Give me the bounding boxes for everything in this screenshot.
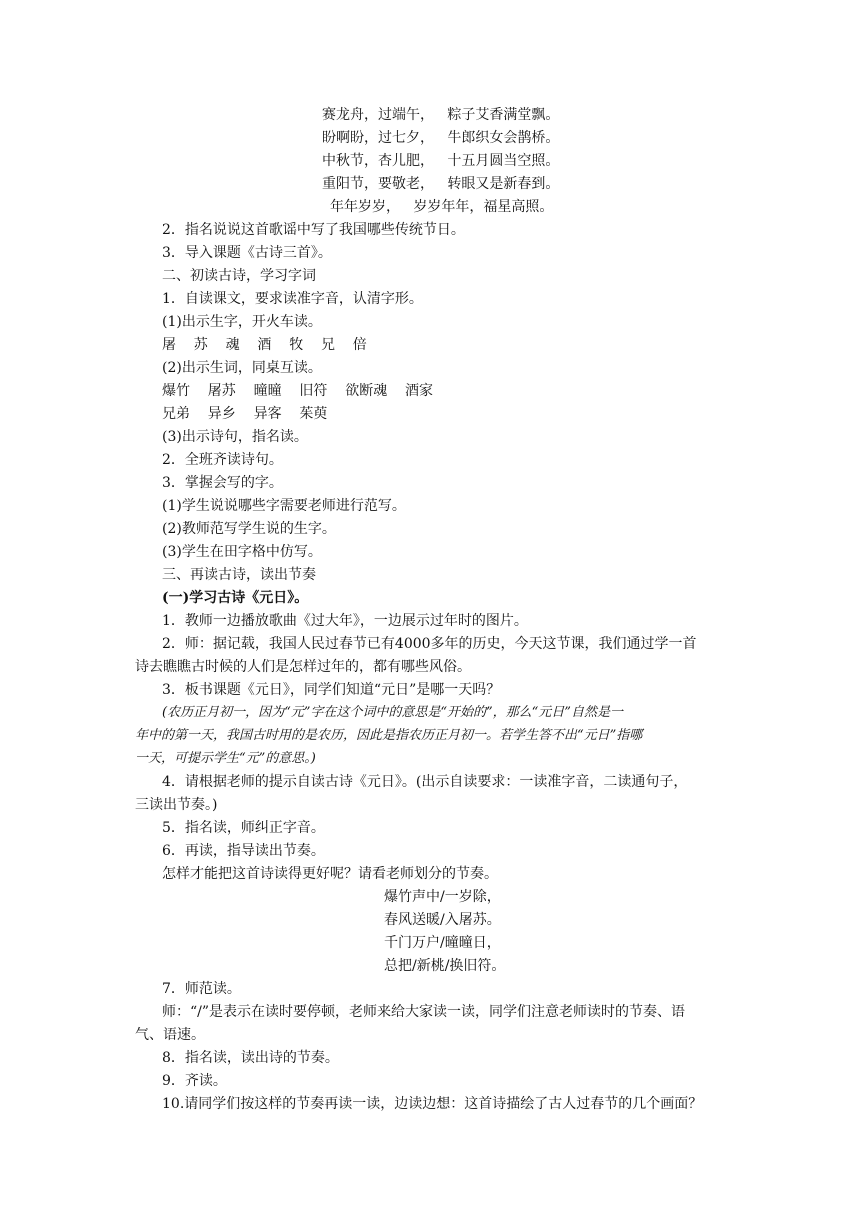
poem-line: 爆竹声中/一岁除， — [384, 889, 501, 905]
char-list: 屠 苏 魂 酒 牧 兄 倍 — [162, 337, 367, 353]
step-line: 7．师范读。 — [162, 981, 241, 997]
song-line: 中秋节，杏儿肥， 十五月圆当空照。 — [322, 153, 560, 169]
step-line: 9．齐读。 — [162, 1073, 227, 1089]
song-line: 赛龙舟，过端午， 粽子艾香满堂飘。 — [322, 107, 560, 123]
step-line: 1．自读课文，要求读准字音，认清字形。 — [162, 291, 423, 307]
note-line: 年中的第一天，我国古时用的是农历，因此是指农历正月初一。若学生答不出“元日”指哪 — [135, 728, 643, 743]
step-line: 4．请根据老师的提示自读古诗《元日》。(出示自读要求：一读准字音，二读通句子， — [162, 774, 688, 790]
step-line: 8．指名读，读出诗的节奏。 — [162, 1050, 339, 1066]
note-line: 一天，可提示学生“元”的意思。) — [135, 751, 316, 766]
step-line: 3．板书课题《元日》，同学们知道“元日”是哪一天吗？ — [162, 682, 501, 698]
song-line: 重阳节，要敬老， 转眼又是新春到。 — [322, 176, 560, 192]
step-line: 师：“/”是表示在读时要停顿，老师来给大家读一读，同学们注意老师读时的节奏、语 — [162, 1004, 686, 1020]
section-heading: 三、再读古诗，读出节奏 — [162, 567, 316, 583]
step-line: (3)学生在田字格中仿写。 — [162, 544, 322, 560]
word-list: 爆竹 屠苏 曈曈 旧符 欲断魂 酒家 — [162, 383, 434, 399]
step-line: 气、语速。 — [135, 1027, 205, 1043]
step-line: 三读出节奏。) — [135, 797, 218, 813]
section-heading: 二、初读古诗，学习字词 — [162, 268, 316, 284]
step-line: (3)出示诗句，指名读。 — [162, 429, 308, 445]
note-line: (农历正月初一，因为“元”字在这个词中的意思是“开始的”，那么“元日”自然是一 — [162, 705, 623, 720]
step-line: 2．指名说说这首歌谣中写了我国哪些传统节日。 — [162, 222, 465, 238]
step-line: 诗去瞧瞧古时候的人们是怎样过年的，都有哪些风俗。 — [135, 659, 471, 675]
step-line: 3．掌握会写的字。 — [162, 475, 283, 491]
poem-line: 总把/新桃/换旧符。 — [384, 958, 506, 974]
step-line: 怎样才能把这首诗读得更好呢？请看老师划分的节奏。 — [162, 866, 498, 882]
poem-line: 春风送暖/入屠苏。 — [384, 912, 501, 928]
subsection-heading: (一)学习古诗《元日》。 — [162, 590, 309, 606]
poem-line: 千门万户/曈曈日， — [384, 935, 501, 951]
step-line: 6．再读，指导读出节奏。 — [162, 843, 325, 859]
step-line: (1)学生说说哪些字需要老师进行范写。 — [162, 498, 406, 514]
step-line: 2．全班齐读诗句。 — [162, 452, 283, 468]
step-line: (2)教师范写学生说的生字。 — [162, 521, 336, 537]
step-line: (1)出示生字，开火车读。 — [162, 314, 322, 330]
step-line: 2．师：据记载，我国人民过春节已有4000多年的历史，今天这节课，我们通过学一首 — [162, 636, 697, 652]
step-line: (2)出示生词，同桌互读。 — [162, 360, 322, 376]
song-line: 盼啊盼，过七夕， 牛郎织女会鹊桥。 — [322, 130, 560, 146]
word-list: 兄弟 异乡 异客 茱萸 — [162, 406, 328, 422]
step-line: 5．指名读，师纠正字音。 — [162, 820, 325, 836]
step-line: 10.请同学们按这样的节奏再读一读，边读边想：这首诗描绘了古人过春节的几个画面？ — [162, 1096, 703, 1112]
song-line: 年年岁岁， 岁岁年年，福星高照。 — [330, 199, 554, 215]
step-line: 3．导入课题《古诗三首》。 — [162, 245, 332, 261]
step-line: 1．教师一边播放歌曲《过大年》，一边展示过年时的图片。 — [162, 613, 528, 629]
